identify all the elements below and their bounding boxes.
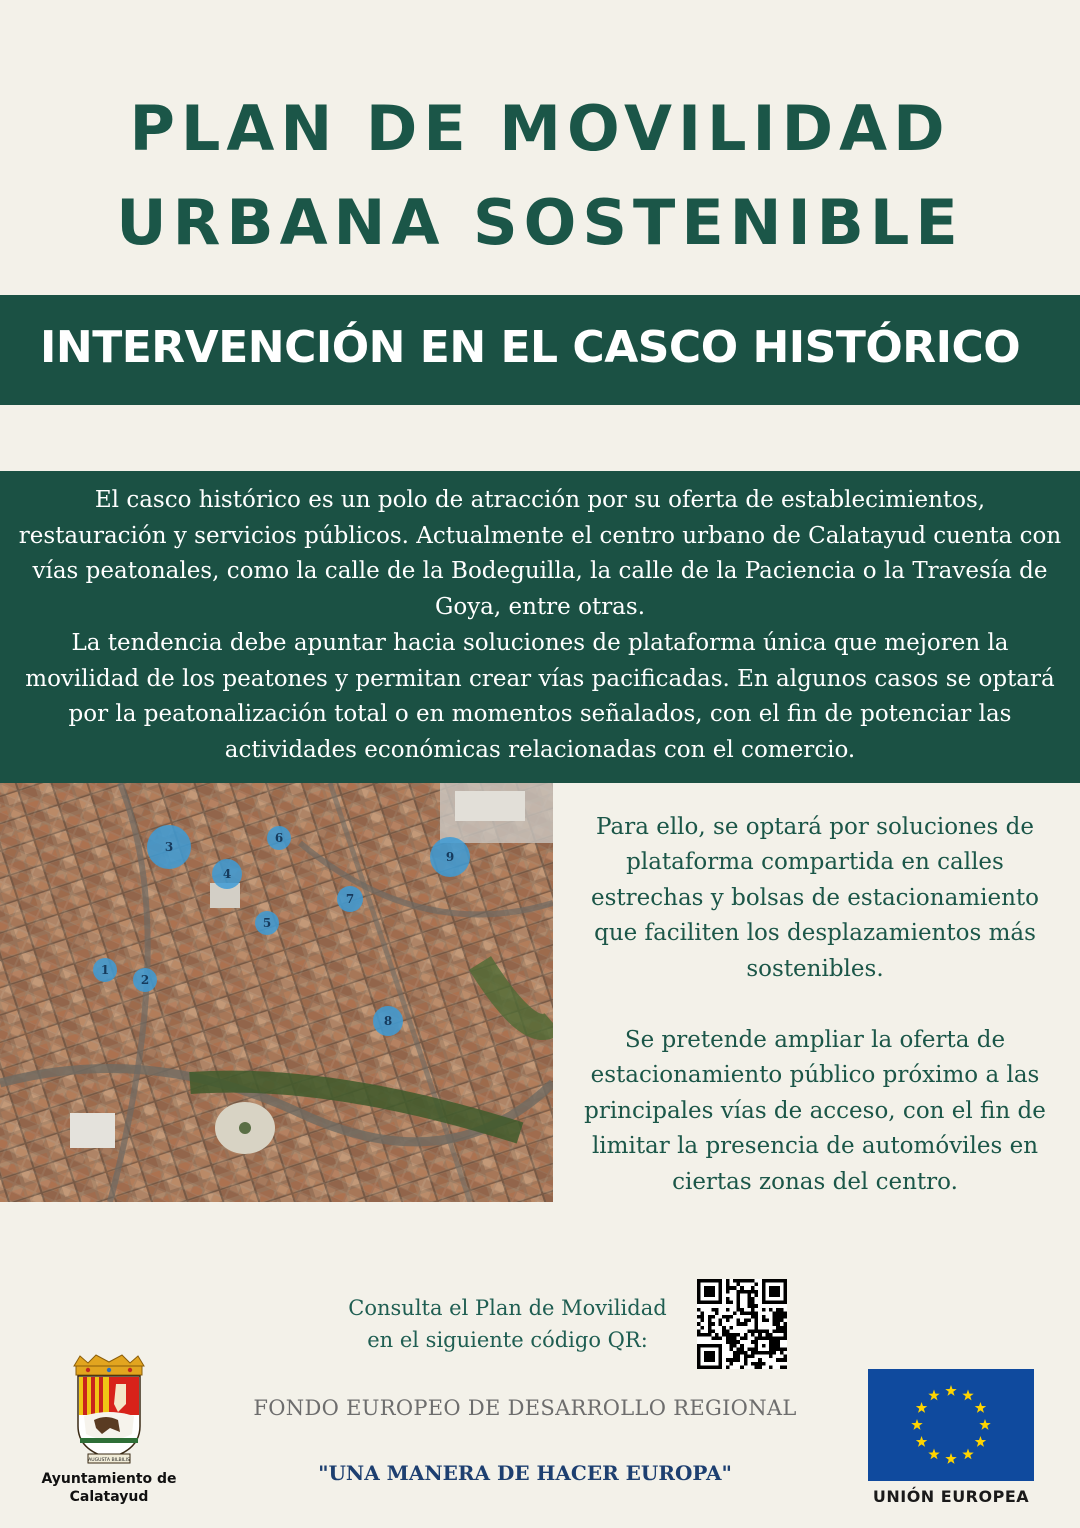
crest-caption-line-2: Calatayud (69, 1489, 149, 1505)
section-banner (0, 295, 1080, 405)
intro-box (0, 471, 1080, 783)
aerial-map-graphic (0, 783, 553, 1202)
map-marker-label: 7 (345, 892, 355, 906)
calatayud-coat-of-arms-icon (66, 1354, 152, 1472)
side-text-1 (570, 810, 1060, 987)
map-marker-6 (267, 826, 291, 850)
map-marker-label: 6 (274, 831, 284, 845)
crest-caption-line-1: Ayuntamiento de (41, 1471, 177, 1487)
poster-title-line1: PLAN DE MOVILIDAD (129, 92, 951, 165)
map-marker-7 (337, 886, 363, 912)
section-banner-title: INTERVENCIÓN EN EL CASCO HISTÓRICO (40, 322, 1021, 373)
aerial-map-image (0, 783, 553, 1202)
map-marker-4 (212, 859, 242, 889)
map-marker-9 (430, 837, 470, 877)
eu-flag-icon (868, 1369, 1034, 1481)
map-marker-label: 8 (383, 1014, 393, 1028)
crest-caption (30, 1470, 188, 1506)
map-marker-8 (373, 1006, 403, 1036)
intro-paragraph-1: El casco histórico es un polo de atracción por su oferta de establecimientos, restauración y servicios públicos. Actualmente el centro urbano de Calatayud cuenta con vías peatonales, como la calle de la Bodeguilla, la calle de la Paciencia o la Travesía de Goya, entre otras. (18, 487, 1062, 621)
crest-motto: AUGUSTA BILBILIS (88, 1457, 130, 1463)
qr-instructions (330, 1292, 685, 1356)
feder-fund-label: FONDO EUROPEO DE DESARROLLO REGIONAL (253, 1396, 797, 1420)
map-marker-label: 1 (100, 963, 110, 977)
map-marker-3 (147, 825, 191, 869)
map-marker-label: 4 (222, 867, 232, 881)
eu-slogan: "UNA MANERA DE HACER EUROPA" (318, 1461, 732, 1485)
map-marker-2 (133, 968, 157, 992)
intro-paragraph-2: La tendencia debe apuntar hacia soluciones de plataforma única que mejoren la movilidad de los peatones y permitan crear vías pacificadas. En algunos casos se optará por la peatonalización total o en momentos señalados, con el fin de potenciar las actividades económicas relacionadas con el comercio. (25, 629, 1055, 763)
poster-title-line2: URBANA SOSTENIBLE (116, 186, 964, 259)
qr-instructions-line-1: Consulta el Plan de Movilidad (348, 1296, 667, 1320)
qr-code[interactable] (697, 1279, 787, 1369)
side-paragraph-2: Se pretende ampliar la oferta de estacionamiento público próximo a las principales vías de acceso, con el fin de limitar la presencia de automóviles en ciertas zonas del centro. (584, 1027, 1046, 1195)
map-marker-label: 9 (445, 850, 455, 864)
side-paragraph-1: Para ello, se optará por soluciones de plataforma compartida en calles estrechas y bolsas de estacionamiento que faciliten los desplazamientos más sostenibles. (591, 814, 1039, 982)
map-marker-1 (93, 958, 117, 982)
map-marker-label: 2 (140, 973, 150, 987)
qr-instructions-line-2: en el siguiente código QR: (367, 1328, 648, 1352)
map-marker-5 (255, 911, 279, 935)
side-text-2 (570, 1023, 1060, 1200)
eu-caption: UNIÓN EUROPEA (872, 1487, 1030, 1506)
map-marker-label: 3 (164, 840, 174, 854)
map-marker-label: 5 (262, 916, 272, 930)
